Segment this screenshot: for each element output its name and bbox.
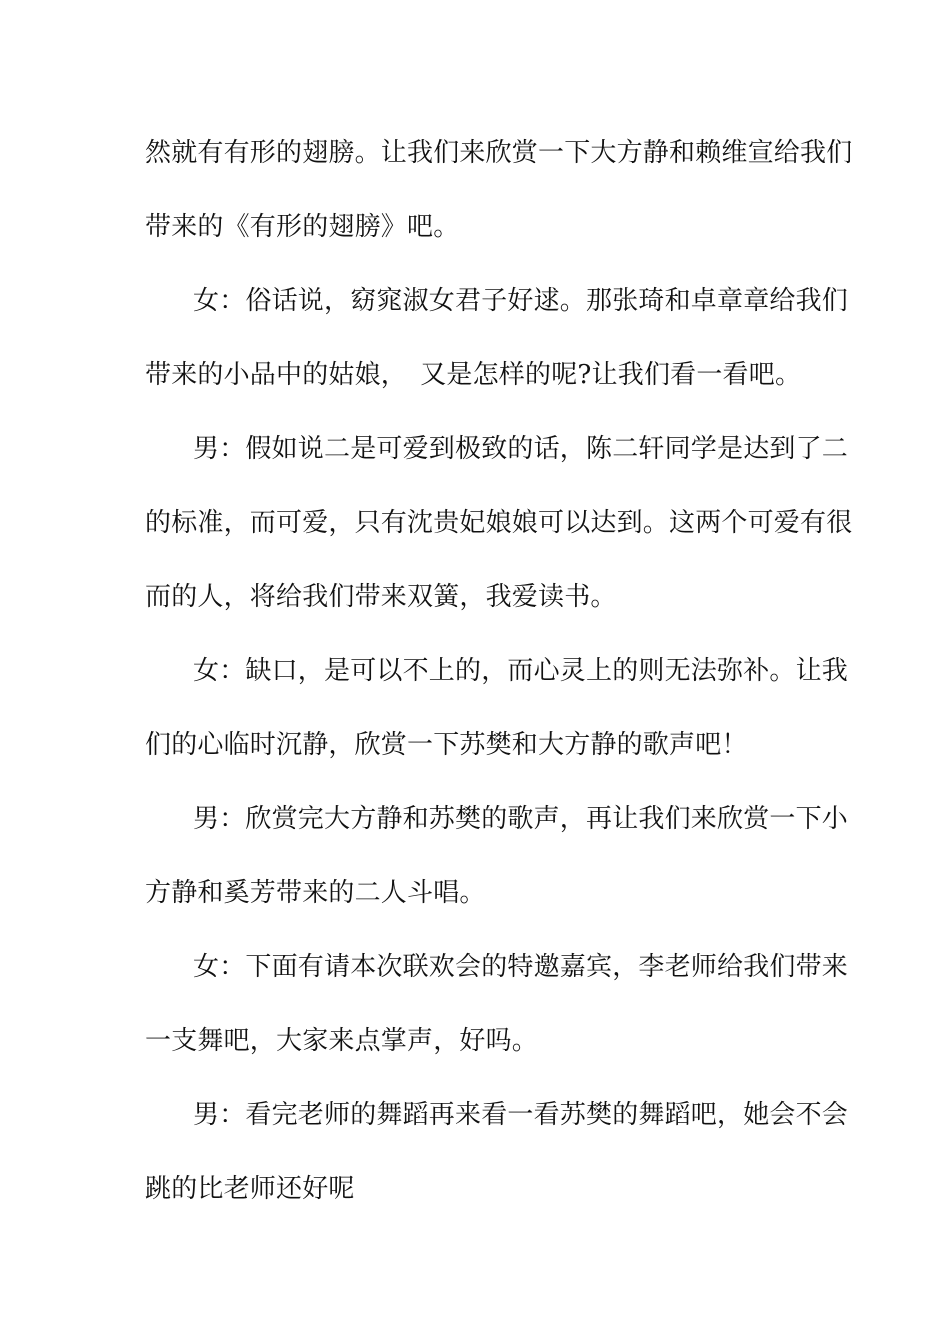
dialogue-line-female: 女：缺口，是可以不上的，而心灵上的则无法弥补。让我 [193,656,849,686]
text-line: 一支舞吧，大家来点掌声，好吗。 [145,1026,539,1056]
text-line: 跳的比老师还好呢 [145,1174,355,1204]
text-line: 而的人，将给我们带来双簧，我爱读书。 [145,582,617,612]
text-line: 们的心临时沉静，欣赏一下苏樊和大方静的歌声吧！ [145,730,748,760]
dialogue-line-male: 男：欣赏完大方静和苏樊的歌声，再让我们来欣赏一下小 [193,804,849,834]
text-line: 的标准，而可爱，只有沈贵妃娘娘可以达到。这两个可爱有很 [145,508,853,538]
text-line: 方静和奚芳带来的二人斗唱。 [145,878,486,908]
dialogue-line-female: 女：下面有请本次联欢会的特邀嘉宾，李老师给我们带来 [193,952,849,982]
dialogue-line-female: 女：俗话说，窈窕淑女君子好逑。那张琦和卓章章给我们 [193,286,849,316]
text-line: 带来的小品中的姑娘， 又是怎样的呢?让我们看一看吧。 [145,360,802,390]
dialogue-line-male: 男：看完老师的舞蹈再来看一看苏樊的舞蹈吧，她会不会 [193,1100,849,1130]
dialogue-line-male: 男：假如说二是可爱到极致的话，陈二轩同学是达到了二 [193,434,849,464]
text-line: 带来的《有形的翅膀》吧。 [145,212,460,242]
text-line: 然就有有形的翅膀。让我们来欣赏一下大方静和赖维宣给我们 [145,138,853,168]
